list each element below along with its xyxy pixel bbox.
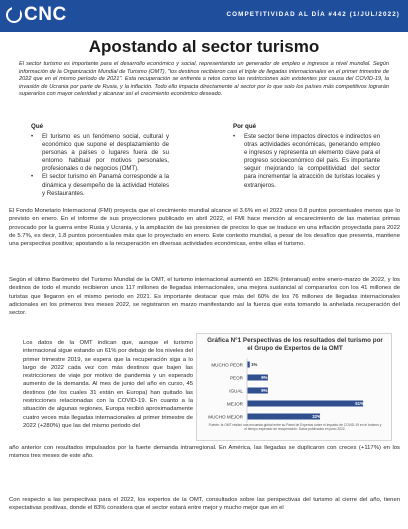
chart-bar [248,401,364,407]
chart-data-label: 32% [312,414,321,420]
porque-item: • Este sector tiene impactos directos e indirectos en otras actividades económicas, generando empleo e ingresos y representa un elemento clave para el progreso socioeconómico del país. Es importante seguir mejorando la competitividad del sector para incrementar la atracción de turistas locales y extranjeros. [231,133,380,190]
que-list [29,133,169,198]
chart-category-label: MEJOR [226,401,243,407]
chart-bar [248,414,321,420]
que-item: • El sector turismo en Panamá corresponde a la dinámica y desempeño de la actividad Hoteles y Restaurantes. [29,173,169,197]
porque-heading: Por qué [233,123,257,130]
paragraph-perspectives: Con respecto a las perspectivas para el 2022, los expertos de la OMT, consultados sobre las perspectivas del turismo al cierre del año, tienen expectativas positivas, donde el 83% considera que el sector estará entre mejor y mucho mejor que en el [9,497,400,512]
chart-category-label: PEOR [229,375,243,381]
paragraph-regions-tail: año anterior con resultados impulsados por la fuerte demanda intrarregional. En América, las llegadas se duplicaron con creces (+117%) en los mismos tres meses de este año. [9,445,400,460]
chart-data-label: 51% [355,401,364,407]
chart-title: Gráfica N°1 Perspectivas de los resultados del turismo por el Grupo de Expertos de la OMT [207,337,383,352]
logo-text: CNC [24,4,67,25]
header-bar [0,0,408,32]
paragraph-omt: Según el último Barómetro del Turismo Mundial de la OMT, el turismo internacional aumentó en 182% (interanual) entre enero-marzo de 2022, y los destinos de todo el mundo recibieron unos 117 millones de llegadas internacionales, una mejora sustancial al compararlos con los 41 millones de turistas que llegaron en el mismo periodo en 2021. Es importante destacar que más del 60% de los 76 millones de llegadas internacionales adicionales en los primeros tres meses 2022, se registraron en marzo manifestando así la fuerza que esta tomando la anhelada recuperación del sector. [9,277,400,317]
intro-paragraph: El sector turismo es importante para el desarrollo económico y social, representando un generador de empleo e ingresos a nivel mundial. Según información de la Organización Mundial de Turismo (OMT), "los destinos recibieron casi el triple de llegadas internacionales en el primer trimestre de 2022 que en el mismo período de 2021". Esta recuperación se enfrenta a retos como las restricciones aún existentes por causa del COVID-19, la invasión de Ucrania por parte de Rusia, y la inflación. Todo ello impacta directamente al sector por lo que solo los países más competitivos lograrán superarlos con mayor celeridad y alcanzar así el crecimiento económico deseado. [19,61,389,98]
paragraph-fmi: El Fondo Monetario Internacional (FMI) proyecta que el crecimiento mundial alcance el 3.6% en el 2022 unos 0.8 puntos porcentuales menos que lo previsto en enero. En el informe de sus proyecciones publicado en abril 2022, el FMI hace mención al encarecimiento de las materias primas provocado por la guerra entre Rusia y Ucrania, y la ampliación de las presiones de precios lo que se traduce en una inflación proyectada para 2022 de 5.7%, es decir, 1.8 puntos porcentuales más que lo proyectado en enero. Este contexto mundial, a pesar de los desafíos que presenta, mantiene una perspectiva positiva; apostando a la recuperación en diversas actividades económicas, entre ellas el turismo. [9,208,400,248]
chart-category-label: MUCHO MEJOR [208,414,243,420]
chart-data-label: 9% [261,388,268,394]
bar-chart [197,356,393,424]
chart-category-label: MUCHO PEOR [211,362,243,368]
chart-category-label: IGUAL [229,388,243,394]
chart-panel [196,333,392,441]
chart-bar [248,362,250,368]
cnc-logo-icon [6,7,22,23]
que-item: • El turismo es un fenómeno social, cultural y económico que supone el desplazamiento de personas a países o lugares fuera de su entorno habitual por motivos personales, profesionales o de negocios (OMT). [29,133,169,173]
paragraph-omt-data: Los datos de la OMT indican que, aunque el turismo internacional sigue estando un 61% por debajo de los niveles del primer trimestre 2019, se espera que la recuperación siga a lo largo de 2022 cada vez con más destinos que bajen las restricciones de viaje por motivo de pandemia y un esperado aumento de la demanda. Al mes de junio del año en curso, 45 destinos (de los cuales 31 están en Europa) han quitado las restricciones relacionadas con la COVID-19. En cuanto a la situación de algunas regiones, Europa recibió aproximadamente cuatro veces más llegadas internacionales al primer trimestre de 2022 (+280%) que las del mismo periodo del [23,340,193,429]
bulletin-number: COMPETITIVIDAD AL DÍA #442 (1/JUL/2022) [226,11,400,18]
cnc-logo [6,4,67,26]
chart-source-note: Fuente: la OMT realizó una encuesta global entre su Panel de Expertos sobre el impacto de COVID-19 en el turismo y el tiempo esperado de recuperación. Datos publicados en junio 2022. [208,423,382,432]
chart-data-label: 1% [251,362,258,368]
que-heading: Qué [31,123,44,130]
porque-list [231,133,380,190]
page-title: Apostando al sector turismo [88,37,320,56]
chart-data-label: 9% [261,375,268,381]
